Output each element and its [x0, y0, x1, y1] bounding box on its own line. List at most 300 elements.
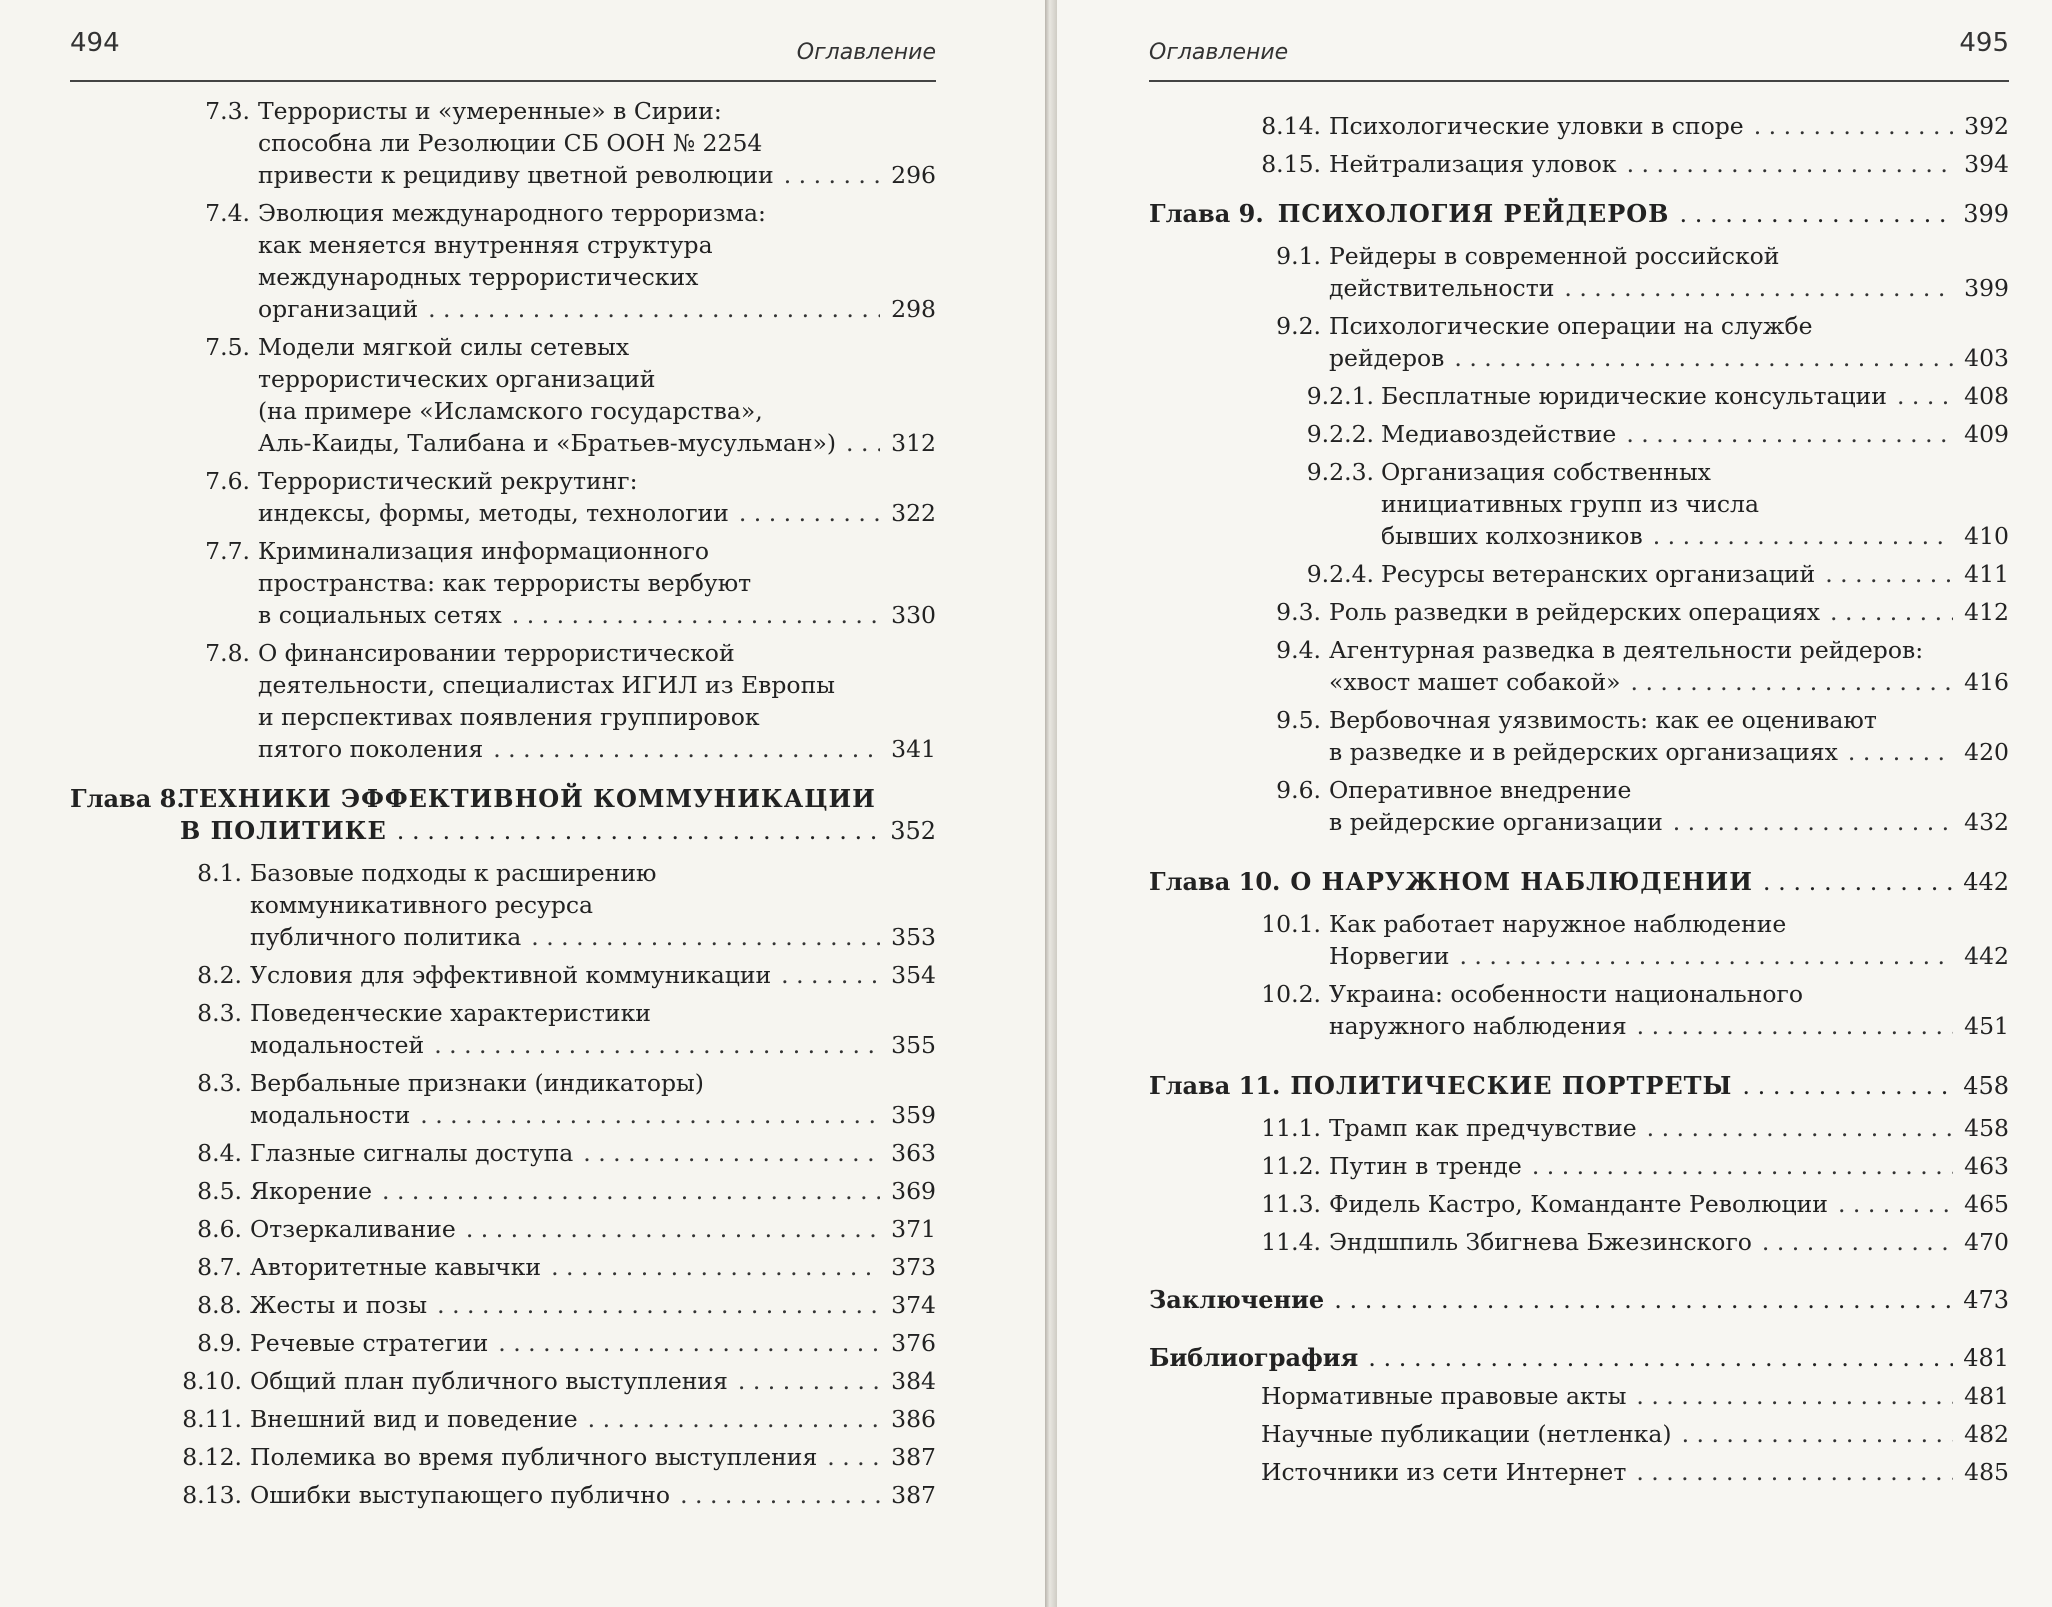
entry-last-line [250, 1099, 936, 1131]
toc-entry [1149, 310, 2009, 374]
leader-dots [1631, 666, 1953, 698]
entry-title: Бесплатные юридические консультации [1381, 382, 1887, 410]
entry-last-line [1329, 1188, 2009, 1220]
entry-title-line: коммуникативного ресурса [250, 891, 594, 919]
toc-entry [70, 95, 936, 191]
entry-title: Якорение [250, 1177, 372, 1205]
entry-number: 11.3. [1261, 1190, 1321, 1218]
entry-title: Аль-Каиды, Талибана и «Братьев-мусульман») [258, 429, 837, 457]
entry-title-line: Агентурная разведка в деятельности рейдеров: [1329, 636, 1924, 664]
entry-body [250, 857, 936, 953]
chapter-title: ПСИХОЛОГИЯ РЕЙДЕРОВ [1277, 199, 1670, 228]
toc-section-ch8-end [1149, 110, 2009, 180]
entry-last-line [258, 427, 936, 459]
entry-body [258, 95, 936, 191]
leader-dots [1830, 596, 1953, 628]
toc-entry [1149, 978, 2009, 1042]
entry-title-line: пространства: как террористы вербуют [258, 569, 752, 597]
entry-title: публичного политика [250, 923, 522, 951]
entry-page: 371 [891, 1215, 936, 1243]
page-number: 495 [1959, 28, 2009, 58]
entry-title: организаций [258, 295, 419, 323]
toc-entry [1149, 1226, 2009, 1258]
leader-dots [1762, 1226, 1953, 1258]
entry-page: 374 [891, 1291, 936, 1319]
entry-body [250, 1251, 936, 1283]
entry-title: бывших колхозников [1381, 522, 1643, 550]
entry-number: 8.4. [197, 1139, 242, 1167]
leader-dots [493, 733, 880, 765]
entry-body [1329, 1188, 2009, 1220]
entry-title-line: и перспективах появления группировок [258, 703, 760, 731]
entry-body [1329, 148, 2009, 180]
entry-number: 9.2.3. [1306, 458, 1374, 486]
toc-entry [70, 637, 936, 765]
toc-entry [70, 1251, 936, 1283]
entry-number: 8.10. [182, 1367, 242, 1395]
entry-body [1381, 456, 2009, 552]
entry-last-line [1329, 1150, 2009, 1182]
toc-entry [1149, 1150, 2009, 1182]
toc-entry [70, 535, 936, 631]
entry-page: 432 [1964, 808, 2009, 836]
toc-chapter-8 [70, 783, 936, 847]
entry-title: в социальных сетях [258, 601, 502, 629]
entry-body [250, 1365, 936, 1397]
entry-last-line [250, 1029, 936, 1061]
entry-number: 9.3. [1276, 598, 1321, 626]
entry-last-line [258, 599, 936, 631]
toc-conclusion [1149, 1284, 2009, 1316]
entry-last-line [250, 1327, 936, 1359]
leader-dots [1334, 1284, 1953, 1316]
entry-number: 11.4. [1261, 1228, 1321, 1256]
entry-body [250, 1441, 936, 1473]
entry-last-line [250, 921, 936, 953]
entry-title-line: Украина: особенности национального [1329, 980, 1803, 1008]
entry-title: Эндшпиль Збигнева Бжезинского [1329, 1228, 1752, 1256]
toc-entry [70, 1365, 936, 1397]
entry-body [1329, 634, 2009, 698]
entry-page: 312 [891, 429, 936, 457]
chapter-page: 442 [1963, 868, 2009, 896]
entry-title: Норвегии [1329, 942, 1450, 970]
entry-body [250, 959, 936, 991]
leader-dots [1637, 1010, 1953, 1042]
entry-page: 387 [891, 1481, 936, 1509]
toc-entry [1149, 558, 2009, 590]
chapter-title-line: ТЕХНИКИ ЭФФЕКТИВНОЙ КОММУНИКАЦИИ [180, 784, 876, 813]
entry-page: 416 [1964, 668, 2009, 696]
entry-title: наружного наблюдения [1329, 1012, 1627, 1040]
entry-page: 470 [1964, 1228, 2009, 1256]
entry-title-line: Террористический рекрутинг: [258, 467, 638, 495]
toc-bibliography [1149, 1342, 2009, 1374]
entry-body [250, 1289, 936, 1321]
entry-last-line [250, 959, 936, 991]
entry-title: Глазные сигналы доступа [250, 1139, 574, 1167]
toc-entry [1149, 704, 2009, 768]
toc-entry [70, 197, 936, 325]
entry-body [1381, 558, 2009, 590]
entry-title: Жесты и позы [250, 1291, 428, 1319]
entry-last-line [1329, 148, 2009, 180]
toc-entry [1149, 418, 2009, 450]
entry-number: 10.2. [1261, 980, 1321, 1008]
entry-last-line [250, 1213, 936, 1245]
entry-number: 8.11. [182, 1405, 242, 1433]
entry-last-line [258, 497, 936, 529]
entry-last-line [1329, 940, 2009, 972]
entry-title: Источники из сети Интернет [1261, 1458, 1627, 1486]
entry-number: 8.3. [197, 999, 242, 1027]
entry-number: 9.5. [1276, 706, 1321, 734]
entry-title: Трамп как предчувствие [1329, 1114, 1637, 1142]
entry-last-line [250, 1365, 936, 1397]
leader-dots [1368, 1342, 1953, 1374]
leader-dots [1754, 110, 1953, 142]
entry-number: 8.5. [197, 1177, 242, 1205]
leader-dots [738, 1365, 880, 1397]
entry-page: 359 [891, 1101, 936, 1129]
toc-entry [1149, 456, 2009, 552]
chapter-label: Глава 9. [1149, 199, 1264, 228]
toc-left [70, 95, 936, 1517]
chapter-title: О НАРУЖНОМ НАБЛЮДЕНИИ [1290, 867, 1753, 896]
entry-body [250, 1327, 936, 1359]
entry-body [258, 331, 936, 459]
entry-title: Авторитетные кавычки [250, 1253, 542, 1281]
entry-last-line [258, 733, 936, 765]
entry-title: Речевые стратегии [250, 1329, 489, 1357]
entry-title-line: Вербальные признаки (индикаторы) [250, 1069, 704, 1097]
entry-page: 376 [891, 1329, 936, 1357]
entry-last-line [1329, 272, 2009, 304]
entry-body [1329, 1112, 2009, 1144]
leader-dots [583, 1137, 880, 1169]
entry-body [1261, 1418, 2009, 1450]
leader-dots [498, 1327, 880, 1359]
entry-page: 442 [1964, 942, 2009, 970]
leader-dots [588, 1403, 880, 1435]
entry-body [250, 997, 936, 1061]
leader-dots [781, 959, 880, 991]
leader-dots [1532, 1150, 1953, 1182]
entry-last-line [1329, 1112, 2009, 1144]
entry-title: Психологические уловки в споре [1329, 112, 1744, 140]
running-header-title: Оглавление [1149, 40, 1289, 65]
toc-chapter-9 [1149, 198, 2009, 230]
entry-number: 7.7. [205, 537, 250, 565]
entry-number: 9.4. [1276, 636, 1321, 664]
entry-last-line [250, 1175, 936, 1207]
entry-number: 8.7. [197, 1253, 242, 1281]
entry-last-line [1329, 666, 2009, 698]
right-page [1057, 0, 2052, 1607]
toc-section-ch7 [70, 95, 936, 765]
entry-page: 420 [1964, 738, 2009, 766]
entry-number: 7.5. [205, 333, 250, 361]
entry-title-line: Психологические операции на службе [1329, 312, 1813, 340]
entry-last-line [1329, 110, 2009, 142]
entry-page: 410 [1964, 522, 2009, 550]
entry-page: 408 [1964, 382, 2009, 410]
entry-page: 296 [891, 161, 936, 189]
entry-number: 7.3. [205, 97, 250, 125]
entry-number: 10.1. [1261, 910, 1321, 938]
entry-body [1261, 1456, 2009, 1488]
conclusion-title: Заключение [1149, 1285, 1325, 1314]
toc-entry [70, 1441, 936, 1473]
toc-chapter-10 [1149, 866, 2009, 898]
leader-dots [512, 599, 880, 631]
leader-dots [437, 1289, 880, 1321]
leader-dots [680, 1479, 880, 1511]
chapter-page: 458 [1963, 1072, 2009, 1100]
entry-title-line: инициативных групп из числа [1381, 490, 1759, 518]
entry-title: Полемика во время публичного выступления [250, 1443, 818, 1471]
book-gutter [1045, 0, 1057, 1607]
toc-chapter-11 [1149, 1070, 2009, 1102]
entry-page: 394 [1964, 150, 2009, 178]
entry-page: 341 [891, 735, 936, 763]
entry-title-line: Оперативное внедрение [1329, 776, 1632, 804]
toc-section-ch8 [70, 857, 936, 1511]
entry-page: 481 [1964, 1382, 2009, 1410]
chapter-label: Глава 11. [1149, 1071, 1281, 1100]
toc-entry [70, 857, 936, 953]
entry-number: 7.8. [205, 639, 250, 667]
entry-body [1381, 418, 2009, 450]
entry-body [250, 1213, 936, 1245]
entry-title: Нейтрализация уловок [1329, 150, 1617, 178]
leader-dots [466, 1213, 880, 1245]
entry-number: 7.6. [205, 467, 250, 495]
entry-last-line [1329, 806, 2009, 838]
entry-title: «хвост машет собакой» [1329, 668, 1621, 696]
toc-entry [70, 1327, 936, 1359]
entry-title: Путин в тренде [1329, 1152, 1522, 1180]
leader-dots [1825, 558, 1953, 590]
entry-title: Внешний вид и поведение [250, 1405, 578, 1433]
entry-page: 384 [891, 1367, 936, 1395]
leader-dots [1679, 198, 1953, 230]
entry-title: Нормативные правовые акты [1261, 1382, 1627, 1410]
toc-entry [70, 1213, 936, 1245]
entry-body [250, 1175, 936, 1207]
toc-entry [1149, 380, 2009, 412]
entry-body [258, 535, 936, 631]
entry-title-line: Рейдеры в современной российской [1329, 242, 1780, 270]
toc-entry [70, 1289, 936, 1321]
entry-last-line [250, 1441, 936, 1473]
leader-dots [846, 427, 880, 459]
chapter-page: 399 [1963, 200, 2009, 228]
toc-section-ch11 [1149, 1112, 2009, 1258]
leader-dots [1627, 148, 1953, 180]
leader-dots [1742, 1070, 1953, 1102]
entry-body [1329, 596, 2009, 628]
right-page-header [1149, 26, 2009, 82]
entry-number: 8.3. [197, 1069, 242, 1097]
entry-title-line: международных террористических [258, 263, 699, 291]
entry-last-line [1329, 596, 2009, 628]
leader-dots [1838, 1188, 1953, 1220]
entry-number: 11.1. [1261, 1114, 1321, 1142]
entry-page: 330 [891, 601, 936, 629]
toc-entry [1149, 1380, 2009, 1412]
entry-number: 9.2.1. [1306, 382, 1374, 410]
entry-page: 322 [891, 499, 936, 527]
entry-last-line [1381, 380, 2009, 412]
leader-dots [428, 293, 880, 325]
entry-body [1329, 704, 2009, 768]
entry-title: модальностей [250, 1031, 425, 1059]
leader-dots [1636, 1456, 1953, 1488]
leader-dots [420, 1099, 880, 1131]
entry-page: 386 [891, 1405, 936, 1433]
entry-number: 8.9. [197, 1329, 242, 1357]
conclusion-page: 473 [1963, 1286, 2009, 1314]
entry-page: 465 [1964, 1190, 2009, 1218]
entry-body [258, 197, 936, 325]
entry-last-line [1329, 1226, 2009, 1258]
entry-body [258, 465, 936, 529]
entry-title-line: способна ли Резолюции СБ ООН № 2254 [258, 129, 763, 157]
leader-dots [382, 1175, 880, 1207]
chapter-title-line: В ПОЛИТИКЕ [180, 816, 387, 845]
entry-body [250, 1137, 936, 1169]
toc-entry [70, 997, 936, 1061]
entry-number: 9.2. [1276, 312, 1321, 340]
entry-title: индексы, формы, методы, технологии [258, 499, 729, 527]
entry-title-line: О финансировании террористической [258, 639, 735, 667]
toc-entry [1149, 774, 2009, 838]
entry-page: 399 [1964, 274, 2009, 302]
entry-title: Отзеркаливание [250, 1215, 456, 1243]
toc-section-ch9 [1149, 240, 2009, 838]
toc-section-bibliography [1149, 1380, 2009, 1488]
bibliography-title: Библиография [1149, 1343, 1359, 1372]
entry-last-line [258, 293, 936, 325]
leader-dots [784, 159, 880, 191]
left-page-header [70, 26, 936, 82]
entry-number: 9.6. [1276, 776, 1321, 804]
chapter-title: ПОЛИТИЧЕСКИЕ ПОРТРЕТЫ [1290, 1071, 1733, 1100]
toc-entry [1149, 1418, 2009, 1450]
entry-number: 11.2. [1261, 1152, 1321, 1180]
entry-number: 9.2.2. [1306, 420, 1374, 448]
entry-page: 369 [891, 1177, 936, 1205]
entry-last-line [250, 1479, 936, 1511]
entry-last-line [1381, 418, 2009, 450]
leader-dots [1626, 418, 1953, 450]
entry-title-line: Вербовочная уязвимость: как ее оценивают [1329, 706, 1877, 734]
entry-number: 8.12. [182, 1443, 242, 1471]
leader-dots [1636, 1380, 1953, 1412]
entry-title-line: как меняется внутренняя структура [258, 231, 713, 259]
entry-page: 373 [891, 1253, 936, 1281]
entry-body [1329, 110, 2009, 142]
entry-last-line [1381, 520, 2009, 552]
entry-title-line: Модели мягкой силы сетевых [258, 333, 630, 361]
entry-title: рейдеров [1329, 344, 1445, 372]
entry-number: 9.2.4. [1306, 560, 1374, 588]
entry-body [1381, 380, 2009, 412]
entry-body [1329, 978, 2009, 1042]
entry-page: 353 [891, 923, 936, 951]
leader-dots [1682, 1418, 1953, 1450]
toc-entry [70, 331, 936, 459]
leader-dots [434, 1029, 880, 1061]
entry-page: 412 [1964, 598, 2009, 626]
toc-right [1149, 110, 2009, 1494]
entry-page: 298 [891, 295, 936, 323]
entry-title: Ошибки выступающего публично [250, 1481, 671, 1509]
leader-dots [1459, 940, 1953, 972]
entry-body [1329, 1150, 2009, 1182]
entry-title: Роль разведки в рейдерских операциях [1329, 598, 1821, 626]
toc-entry [70, 1403, 936, 1435]
entry-body [1329, 908, 2009, 972]
toc-entry [70, 1479, 936, 1511]
entry-title-line: Террористы и «умеренные» в Сирии: [258, 97, 722, 125]
leader-dots [531, 921, 880, 953]
entry-number: 9.1. [1276, 242, 1321, 270]
entry-title: в разведке и в рейдерских организациях [1329, 738, 1838, 766]
leader-dots [827, 1441, 880, 1473]
toc-entry [1149, 148, 2009, 180]
bibliography-page: 481 [1963, 1344, 2009, 1372]
entry-last-line [1261, 1418, 2009, 1450]
entry-title: действительности [1329, 274, 1555, 302]
entry-body [1329, 1226, 2009, 1258]
entry-page: 409 [1964, 420, 2009, 448]
leader-dots [1653, 520, 1953, 552]
entry-page: 354 [891, 961, 936, 989]
chapter-page: 352 [890, 817, 936, 845]
entry-title: пятого поколения [258, 735, 484, 763]
leader-dots [739, 497, 880, 529]
entry-page: 403 [1964, 344, 2009, 372]
toc-entry [1149, 1188, 2009, 1220]
entry-last-line [250, 1403, 936, 1435]
toc-entry [1149, 908, 2009, 972]
toc-entry [1149, 110, 2009, 142]
entry-body [1329, 310, 2009, 374]
entry-page: 458 [1964, 1114, 2009, 1142]
entry-last-line [250, 1289, 936, 1321]
leader-dots [551, 1251, 880, 1283]
entry-body [250, 1067, 936, 1131]
toc-entry [1149, 596, 2009, 628]
entry-page: 482 [1964, 1420, 2009, 1448]
entry-title: Медиавоздействие [1381, 420, 1617, 448]
entry-title: Условия для эффективной коммуникации [250, 961, 772, 989]
toc-entry [1149, 1456, 2009, 1488]
entry-body [250, 1403, 936, 1435]
entry-body [1329, 774, 2009, 838]
leader-dots [1763, 866, 1953, 898]
entry-last-line [1261, 1456, 2009, 1488]
leader-dots [1897, 380, 1953, 412]
entry-title-line: террористических организаций [258, 365, 656, 393]
entry-number: 8.8. [197, 1291, 242, 1319]
leader-dots [1848, 736, 1953, 768]
entry-page: 451 [1964, 1012, 2009, 1040]
toc-section-ch10 [1149, 908, 2009, 1042]
entry-page: 363 [891, 1139, 936, 1167]
